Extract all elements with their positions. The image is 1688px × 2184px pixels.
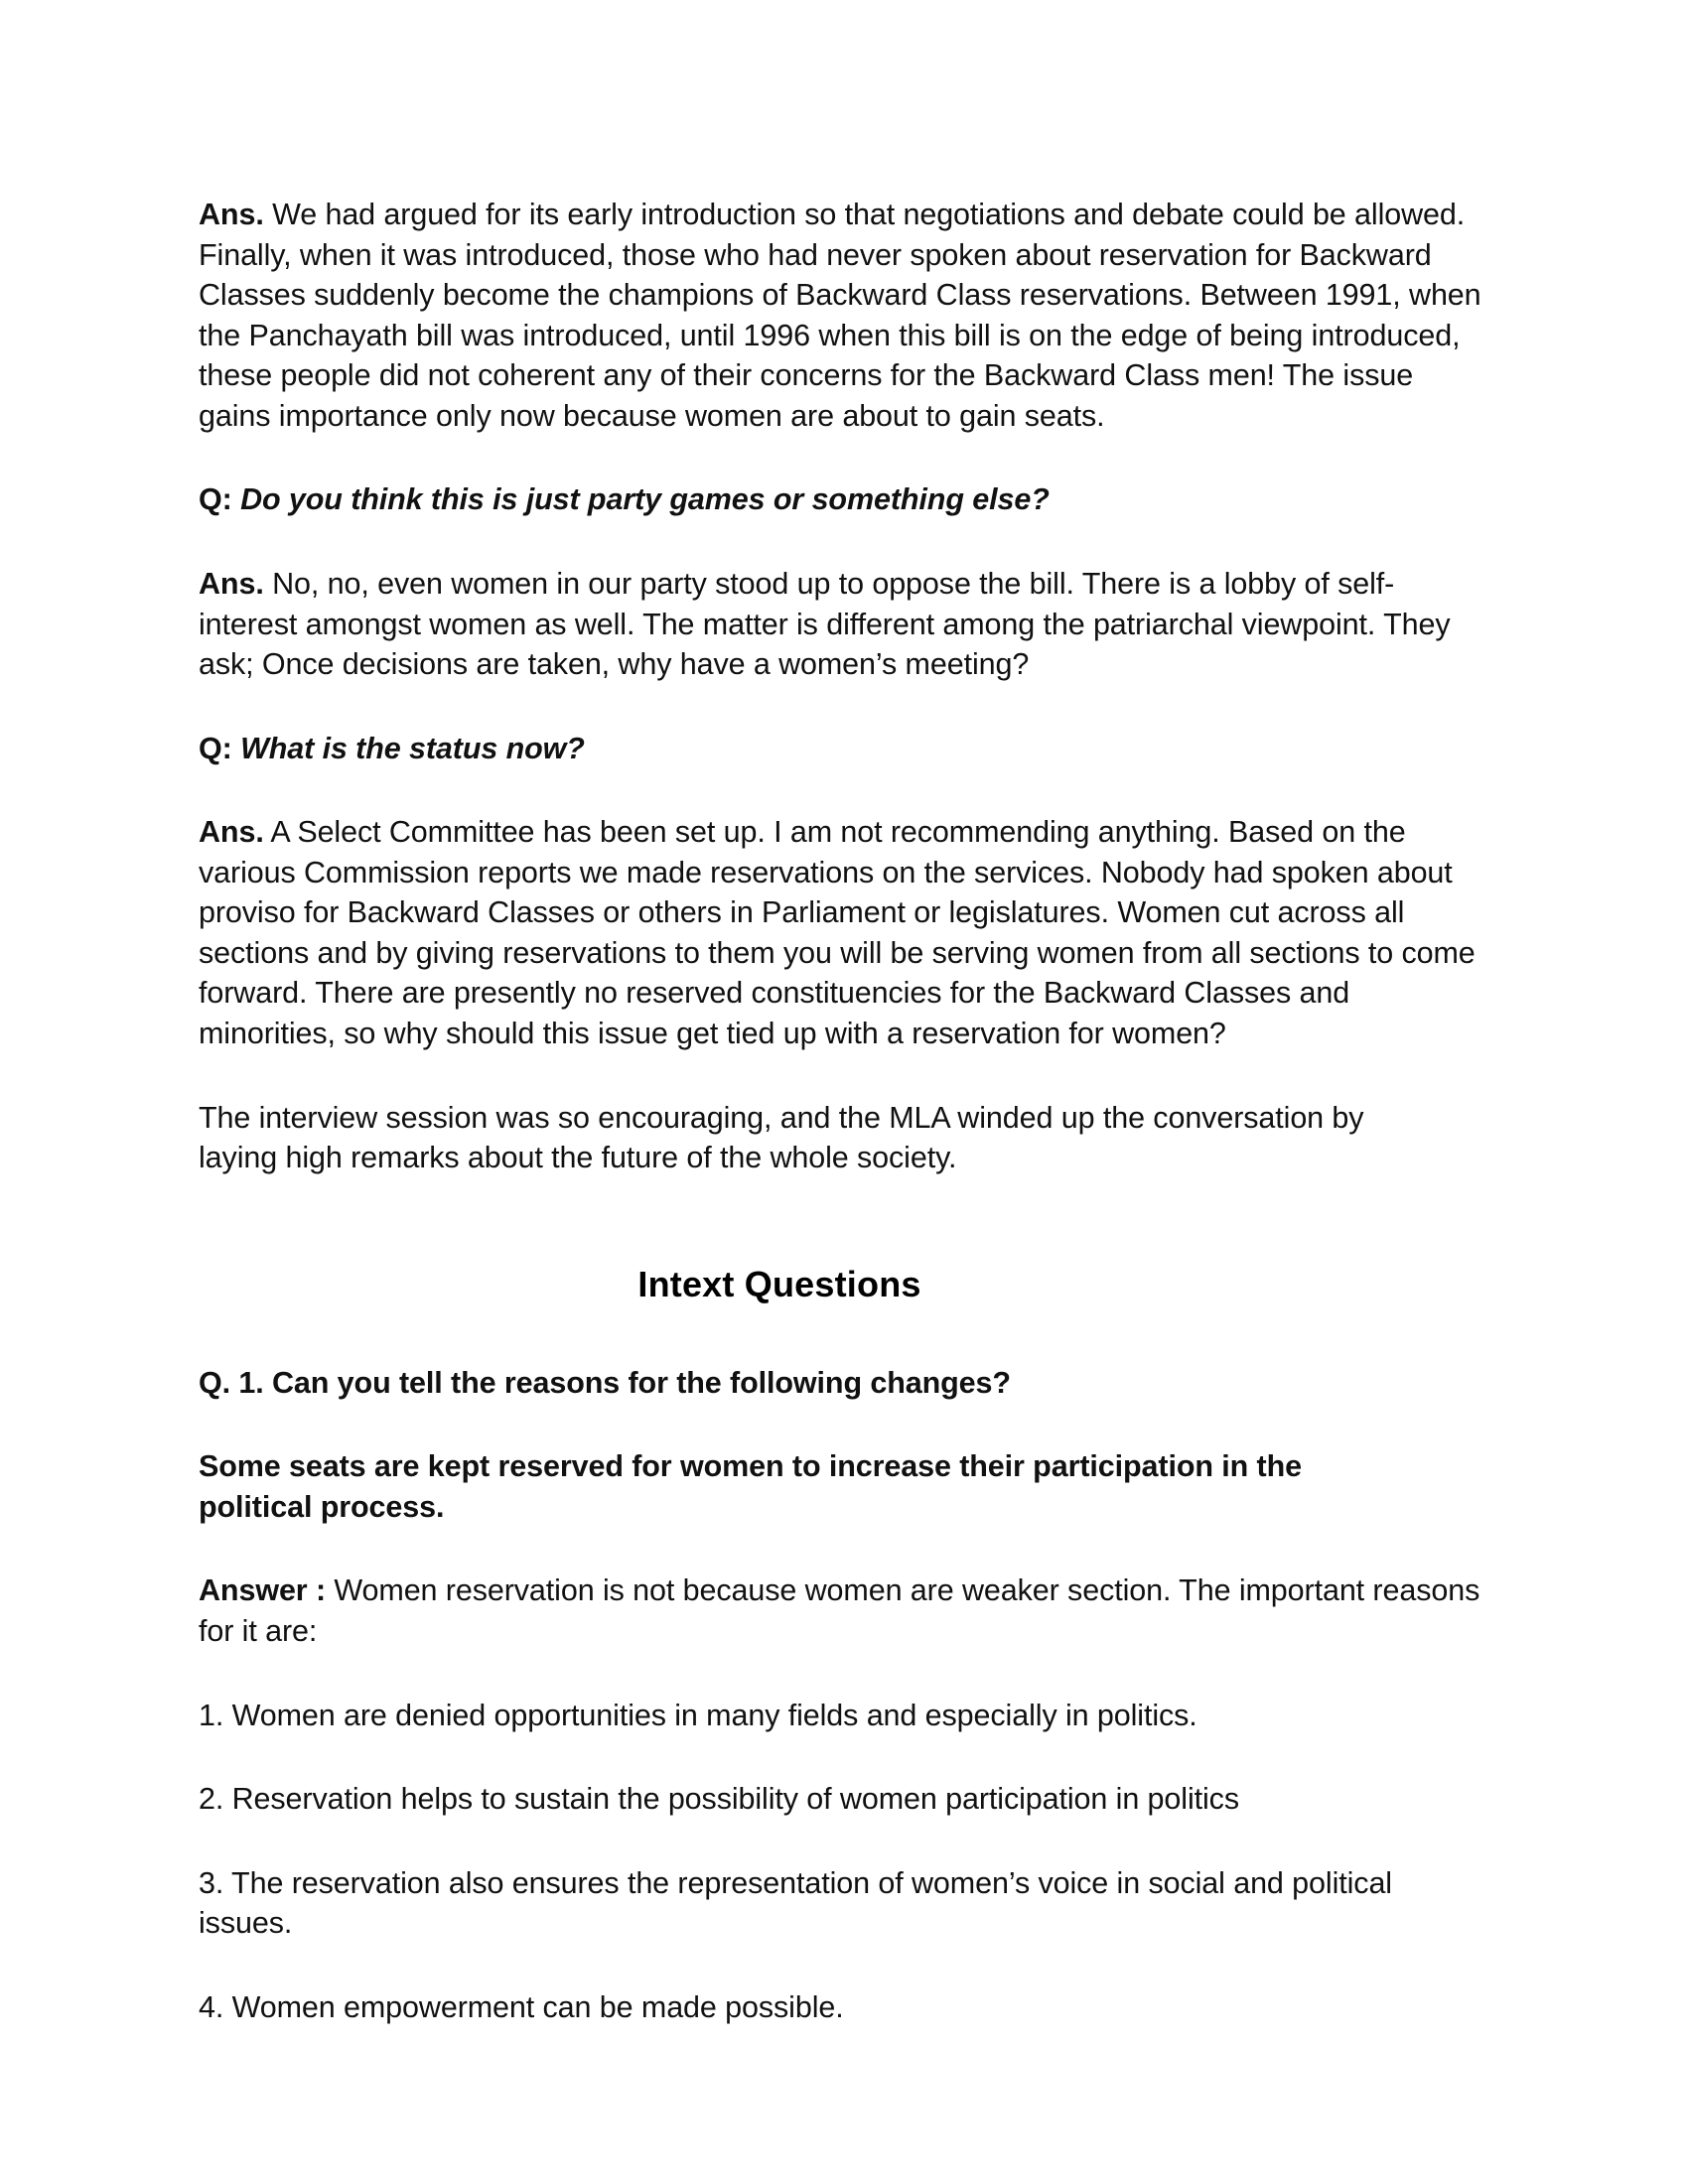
- answer-paragraph-3: [199, 812, 1489, 1053]
- intext-prompt: Some seats are kept reserved for women to increase their participation in the political process.: [199, 1449, 1303, 1524]
- list-item: 3. The reservation also ensures the representation of women’s voice in social and political issues.: [199, 1865, 1392, 1941]
- list-item: 2. Reservation helps to sustain the possibility of women participation in politics: [199, 1782, 1239, 1817]
- question-text: What is the status now?: [240, 731, 585, 765]
- document-content: [199, 195, 1489, 2027]
- answer-label: Ans.: [199, 198, 264, 231]
- list-item: 1. Women are denied opportunities in many fields and especially in politics.: [199, 1698, 1197, 1732]
- intext-question-number: Q. 1. Can you tell the reasons for the following changes?: [199, 1365, 1011, 1400]
- answer-label: Ans.: [199, 815, 264, 850]
- question-2: [199, 729, 1489, 769]
- list-item: 4. Women empowerment can be made possible.: [199, 1989, 844, 2024]
- answer-label: Answer :: [199, 1573, 327, 1608]
- question-label: Q:: [199, 482, 232, 517]
- answer-body: No, no, even women in our party stood up to oppose the bill. There is a lobby of self-interest amongst women as well. The matter is different among the patriarchal viewpoint. They ask; Once decisions are taken, why have a women’s meeting?: [199, 566, 1451, 682]
- question-1: [199, 479, 1489, 520]
- answer-body: Women reservation is not because women are weaker section. The important reasons for it are:: [199, 1573, 1480, 1648]
- intext-answer: [199, 1570, 1489, 1651]
- answer-paragraph-2: [199, 564, 1489, 685]
- answer-label: Ans.: [199, 566, 264, 601]
- closing-paragraph: The interview session was so encouraging, and the MLA winded up the conversation by laying high remarks about the future of the whole society.: [199, 1100, 1364, 1175]
- answer-body: A Select Committee has been set up. I am not recommending anything. Based on the various Commission reports we made reservations on the services. Nobody had spoken about proviso for Backward Classes or others in Parliament or legislatures. Women cut across all sections and by giving reservations to them you will be serving women from all sections to come forward. There are presently no reserved constituencies for the Backward Classes and minorities, so why should this issue get tied up with a reservation for women?: [199, 815, 1476, 1050]
- page-title: Intext Questions: [637, 1263, 921, 1304]
- question-label: Q:: [199, 731, 232, 765]
- answer-paragraph-1: [199, 195, 1489, 436]
- question-text: Do you think this is just party games or something else?: [240, 482, 1050, 517]
- answer-body: We had argued for its early introduction so that negotiations and debate could be allowed. Finally, when it was introduced, those who had never spoken about reservation for Backward Classes suddenly become the champions of Backward Class reservations. Between 1991, when the Panchayath bill was introduced, until 1996 when this bill is on the edge of being introduced, these people did not coherent any of their concerns for the Backward Class men! The issue gains importance only now because women are about to gain seats.: [199, 198, 1481, 433]
